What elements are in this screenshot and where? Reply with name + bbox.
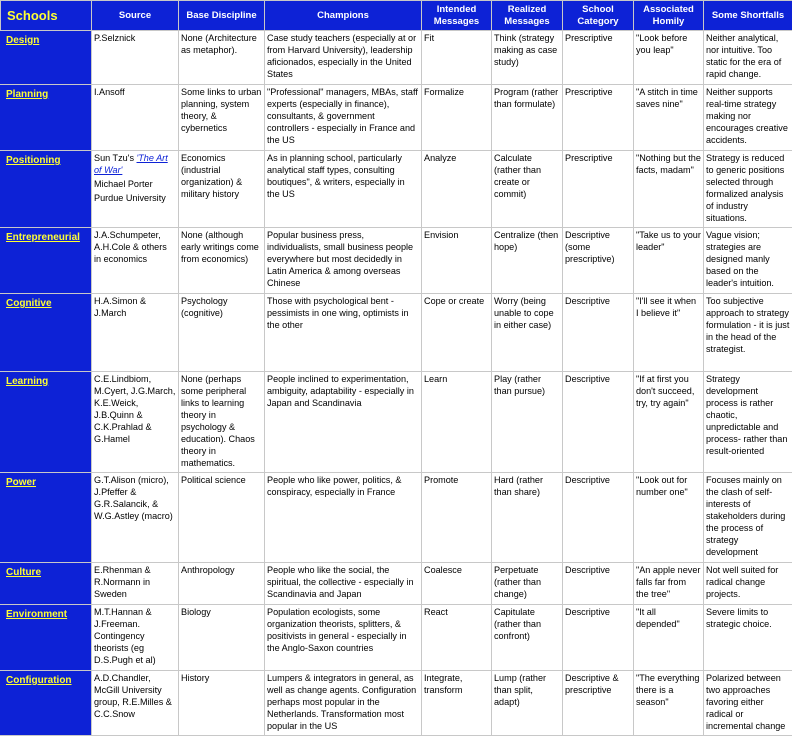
- table-row-power: [1, 473, 792, 563]
- homily-cell: "An apple never falls far from the tree": [634, 563, 704, 605]
- category-cell: Descriptive & prescriptive: [563, 671, 634, 736]
- shortfalls-cell: Strategy development process is rather chaotic, unpredictable and process- rather than result-oriented: [704, 372, 792, 473]
- homily-cell: "Look out for number one": [634, 473, 704, 563]
- source-cell: E.Rhenman & R.Normann in Sweden: [92, 563, 179, 605]
- homily-cell: "Take us to your leader": [634, 228, 704, 294]
- discipline-cell: Psychology (cognitive): [179, 294, 265, 372]
- table-row-positioning: [1, 151, 792, 228]
- intended-cell: Learn: [422, 372, 492, 473]
- intended-cell: Integrate, transform: [422, 671, 492, 736]
- category-cell: Descriptive: [563, 605, 634, 671]
- school-link-planning[interactable]: Planning: [6, 89, 48, 100]
- discipline-cell: None (although early writings come from economics): [179, 228, 265, 294]
- discipline-cell: Anthropology: [179, 563, 265, 605]
- source-cell: M.T.Hannan & J.Freeman. Contingency theorists (eg D.S.Pugh et al): [92, 605, 179, 671]
- homily-cell: "Look before you leap": [634, 31, 704, 85]
- school-link-power[interactable]: Power: [6, 477, 36, 488]
- shortfalls-cell: Not well suited for radical change projects.: [704, 563, 792, 605]
- category-cell: Prescriptive: [563, 85, 634, 151]
- homily-cell: "A stitch in time saves nine": [634, 85, 704, 151]
- school-cell: [1, 151, 92, 228]
- realized-cell: Worry (being unable to cope in either case): [492, 294, 563, 372]
- champions-cell: "Professional" managers, MBAs, staff experts (especially in finance), consultants, & government controllers - especially in France and the US: [265, 85, 422, 151]
- discipline-cell: Biology: [179, 605, 265, 671]
- champions-cell: People who like the social, the spiritual, the collective - especially in Scandinavia and Japan: [265, 563, 422, 605]
- header-champions: Champions: [265, 1, 422, 31]
- shortfalls-cell: Focuses mainly on the clash of self-interests of stakeholders during the process of strategy development: [704, 473, 792, 563]
- source-line-purdue: Purdue University: [94, 192, 176, 204]
- champions-cell: Popular business press, individualists, small business people everywhere but most decidedly in Latin America & among overseas Chinese: [265, 228, 422, 294]
- category-cell: Descriptive: [563, 563, 634, 605]
- school-cell: [1, 85, 92, 151]
- table-row-entrepreneurial: [1, 228, 792, 294]
- champions-cell: People who like power, politics, & conspiracy, especially in France: [265, 473, 422, 563]
- school-cell: [1, 563, 92, 605]
- intended-cell: Cope or create: [422, 294, 492, 372]
- realized-cell: Program (rather than formulate): [492, 85, 563, 151]
- school-cell: [1, 473, 92, 563]
- source-cell: A.D.Chandler, McGill University group, R.E.Milles & C.C.Snow: [92, 671, 179, 736]
- school-cell: [1, 31, 92, 85]
- category-cell: Descriptive: [563, 473, 634, 563]
- champions-cell: Case study teachers (especially at or from Harvard University), leadership aficionados, especially in the United States: [265, 31, 422, 85]
- realized-cell: Think (strategy making as case study): [492, 31, 563, 85]
- discipline-cell: Economics (industrial organization) & military history: [179, 151, 265, 228]
- school-cell: [1, 671, 92, 736]
- realized-cell: Calculate (rather than create or commit): [492, 151, 563, 228]
- shortfalls-cell: Neither supports real-time strategy making nor encourages creative accidents.: [704, 85, 792, 151]
- table-row-design: [1, 31, 792, 85]
- table-row-culture: [1, 563, 792, 605]
- intended-cell: Formalize: [422, 85, 492, 151]
- champions-cell: As in planning school, particularly analytical staff types, consulting boutiques", & writers, especially in the US: [265, 151, 422, 228]
- header-realized-messages: Realized Messages: [492, 1, 563, 31]
- header-schools: Schools: [1, 1, 92, 31]
- school-link-cognitive[interactable]: Cognitive: [6, 298, 52, 309]
- category-cell: Descriptive: [563, 372, 634, 473]
- realized-cell: Centralize (then hope): [492, 228, 563, 294]
- realized-cell: Lump (rather than split, adapt): [492, 671, 563, 736]
- discipline-cell: History: [179, 671, 265, 736]
- category-cell: Descriptive: [563, 294, 634, 372]
- school-link-positioning[interactable]: Positioning: [6, 155, 60, 166]
- intended-cell: Envision: [422, 228, 492, 294]
- source-cell: P.Selznick: [92, 31, 179, 85]
- intended-cell: Coalesce: [422, 563, 492, 605]
- school-link-entrepreneurial[interactable]: Entrepreneurial: [6, 232, 80, 243]
- header-source: Source: [92, 1, 179, 31]
- intended-cell: Fit: [422, 31, 492, 85]
- homily-cell: "If at first you don't succeed, try, try again": [634, 372, 704, 473]
- school-cell: [1, 294, 92, 372]
- champions-cell: People inclined to experimentation, ambiguity, adaptability - especially in Japan and Scandinavia: [265, 372, 422, 473]
- table-row-environment: [1, 605, 792, 671]
- table-row-planning: [1, 85, 792, 151]
- header-intended-messages: Intended Messages: [422, 1, 492, 31]
- school-cell: [1, 228, 92, 294]
- header-school-category: School Category: [563, 1, 634, 31]
- source-line-porter: Michael Porter: [94, 178, 176, 190]
- source-cell: G.T.Alison (micro), J.Pfeffer & G.R.Salancik, & W.G.Astley (macro): [92, 473, 179, 563]
- category-cell: Prescriptive: [563, 151, 634, 228]
- discipline-cell: None (Architecture as metaphor).: [179, 31, 265, 85]
- table-row-cognitive: [1, 294, 792, 372]
- school-link-environment[interactable]: Environment: [6, 609, 67, 620]
- homily-cell: "It all depended": [634, 605, 704, 671]
- shortfalls-cell: Neither analytical, nor intuitive. Too static for the era of rapid change.: [704, 31, 792, 85]
- shortfalls-cell: Vague vision; strategies are designed manly based on the leader's intuition.: [704, 228, 792, 294]
- source-cell: [92, 151, 179, 228]
- header-associated-homily: Associated Homily: [634, 1, 704, 31]
- school-cell: [1, 372, 92, 473]
- school-link-learning[interactable]: Learning: [6, 376, 48, 387]
- category-cell: Prescriptive: [563, 31, 634, 85]
- realized-cell: Play (rather than pursue): [492, 372, 563, 473]
- school-cell: [1, 605, 92, 671]
- champions-cell: Lumpers & integrators in general, as well as change agents. Configuration perhaps most popular in the Netherlands. Transformation most popular in the US: [265, 671, 422, 736]
- homily-cell: "The everything there is a season": [634, 671, 704, 736]
- shortfalls-cell: Strategy is reduced to generic positions selected through formalized analysis of industry situations.: [704, 151, 792, 228]
- shortfalls-cell: Severe limits to strategic choice.: [704, 605, 792, 671]
- art-of-war-link[interactable]: 'The Art of War': [94, 153, 168, 175]
- discipline-cell: Political science: [179, 473, 265, 563]
- shortfalls-cell: Too subjective approach to strategy formulation - it is just in the head of the strategist.: [704, 294, 792, 372]
- realized-cell: Capitulate (rather than confront): [492, 605, 563, 671]
- table-row-learning: [1, 372, 792, 473]
- source-prefix: Sun Tzu's: [94, 153, 137, 163]
- header-row: [1, 1, 792, 31]
- source-cell: J.A.Schumpeter, A.H.Cole & others in economics: [92, 228, 179, 294]
- source-cell: I.Ansoff: [92, 85, 179, 151]
- champions-cell: Population ecologists, some organization theorists, splitters, & positivists in general - especially in the Anglo-Saxon countries: [265, 605, 422, 671]
- category-cell: Descriptive (some prescriptive): [563, 228, 634, 294]
- school-link-design[interactable]: Design: [6, 35, 39, 46]
- intended-cell: Analyze: [422, 151, 492, 228]
- source-cell: H.A.Simon & J.March: [92, 294, 179, 372]
- discipline-cell: Some links to urban planning, system theory, & cybernetics: [179, 85, 265, 151]
- intended-cell: React: [422, 605, 492, 671]
- realized-cell: Perpetuate (rather than change): [492, 563, 563, 605]
- header-base-discipline: Base Discipline: [179, 1, 265, 31]
- champions-cell: Those with psychological bent - pessimists in one wing, optimists in the other: [265, 294, 422, 372]
- table-row-configuration: [1, 671, 792, 736]
- discipline-cell: None (perhaps some peripheral links to learning theory in psychology & education). Chaos theory in mathematics.: [179, 372, 265, 473]
- homily-cell: "I'll see it when I believe it": [634, 294, 704, 372]
- shortfalls-cell: Polarized between two approaches favoring either radical or incremental change: [704, 671, 792, 736]
- school-link-configuration[interactable]: Configuration: [6, 675, 72, 686]
- realized-cell: Hard (rather than share): [492, 473, 563, 563]
- homily-cell: "Nothing but the facts, madam": [634, 151, 704, 228]
- source-cell: C.E.Lindbiom, M.Cyert, J.G.March, K.E.Weick, J.B.Quinn & C.K.Prahlad & G.Hamel: [92, 372, 179, 473]
- intended-cell: Promote: [422, 473, 492, 563]
- school-link-culture[interactable]: Culture: [6, 567, 41, 578]
- header-some-shortfalls: Some Shortfalls: [704, 1, 792, 31]
